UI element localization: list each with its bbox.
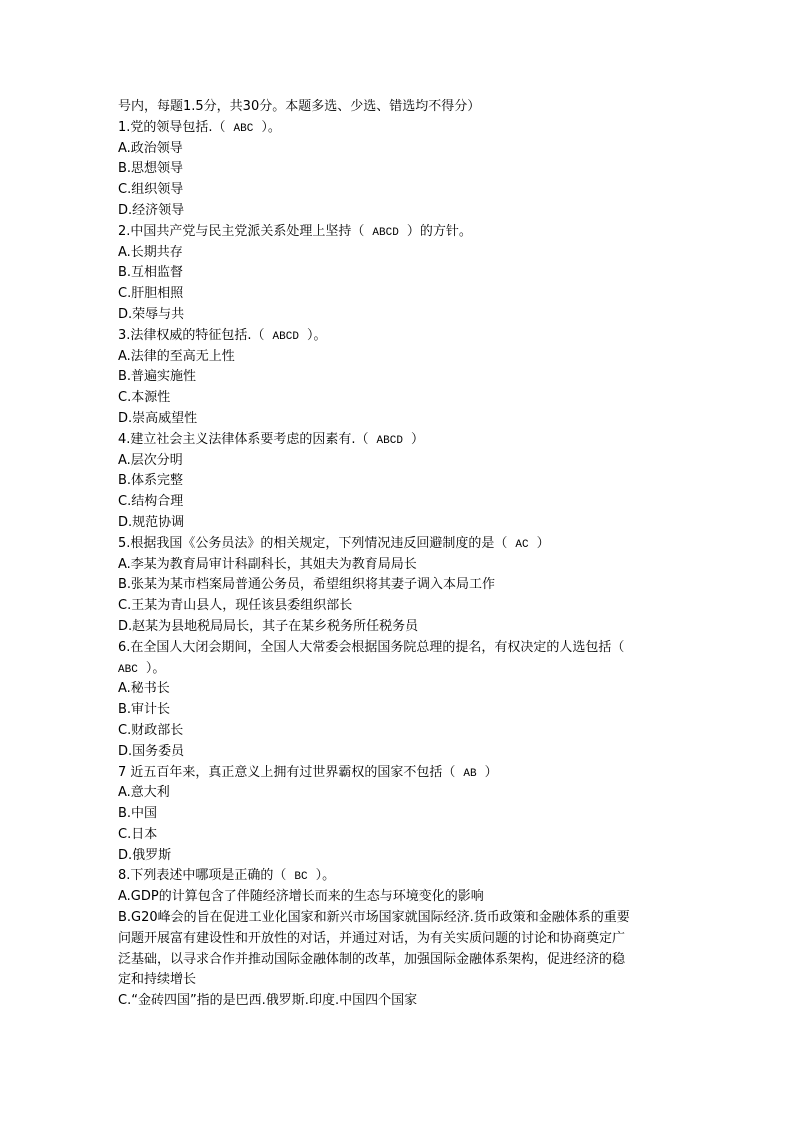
question-stem: 1.党的领导包括.（ — [118, 119, 226, 135]
option-a: A.法律的至高无上性 — [118, 348, 235, 364]
answer-text: ABC — [118, 663, 138, 676]
question-8 — [118, 866, 678, 887]
question-5 — [118, 534, 678, 555]
question-stem-end: ）。 — [306, 327, 327, 343]
question-stem-end: ）。 — [315, 868, 336, 884]
option-a: A.意大利 — [118, 785, 170, 801]
option-d: D.俄罗斯 — [118, 847, 172, 863]
answer-text: ABCD — [272, 330, 299, 343]
option-c: C.王某为青山县人，现任该县委组织部长 — [118, 598, 353, 614]
question-stem-end: ）的方针。 — [406, 223, 472, 239]
option-c: C.日本 — [118, 826, 158, 842]
question-stem-end: ）。 — [145, 660, 166, 676]
option-b: B.审计长 — [118, 702, 171, 718]
option-a: A.政治领导 — [118, 140, 183, 156]
option-a: A.李某为教育局审计科副科长，其姐夫为教育局局长 — [118, 556, 417, 572]
option-a: A.秘书长 — [118, 681, 170, 697]
question-stem-end: ） — [536, 535, 550, 551]
option-b-line-4: 定和持续增长 — [118, 972, 197, 988]
option-d: D.崇高威望性 — [118, 410, 198, 426]
option-b: B.普遍实施性 — [118, 369, 197, 385]
answer-text: ABCD — [372, 226, 399, 239]
answer-text: AC — [515, 538, 529, 551]
answer-text: AB — [463, 767, 477, 780]
option-b-line-3: 泛基础，以寻求合作并推动国际金融体制的改革，加强国际金融体系架构，促进经济的稳 — [118, 951, 626, 967]
question-7 — [118, 763, 678, 784]
question-stem: 8.下列表述中哪项是正确的（ — [118, 868, 287, 884]
question-stem: 4.建立社会主义法律体系要考虑的因素有.（ — [118, 431, 369, 447]
option-b: B.互相监督 — [118, 265, 184, 281]
option-b: B.思想领导 — [118, 161, 184, 177]
option-a: A.层次分明 — [118, 452, 183, 468]
option-b-line-1: B.G20峰会的旨在促进工业化国家和新兴市场国家就国际经济.货币政策和金融体系的重要 — [118, 910, 630, 926]
question-1 — [118, 118, 678, 139]
option-d: D.经济领导 — [118, 202, 185, 218]
option-a: A.GDP的计算包含了伴随经济增长而来的生态与环境变化的影响 — [118, 889, 484, 905]
document-page — [118, 97, 678, 1012]
option-b: B.中国 — [118, 806, 158, 822]
option-a: A.长期共存 — [118, 244, 183, 260]
answer-text: ABC — [233, 122, 254, 135]
question-6-continued — [118, 659, 678, 680]
question-stem: 7 近五百年来，真正意义上拥有过世界霸权的国家不包括（ — [118, 764, 456, 780]
option-c: C.本源性 — [118, 390, 171, 406]
question-2 — [118, 222, 678, 243]
option-c: C.财政部长 — [118, 722, 184, 738]
option-b-line-2: 问题开展富有建设性和开放性的对话，并通过对话，为有关实质问题的讨论和协商奠定广 — [118, 930, 626, 946]
question-stem-end: ） — [484, 764, 498, 780]
option-d: D.荣辱与共 — [118, 306, 185, 322]
option-b: B.张某为某市档案局普通公务员，希望组织将其妻子调入本局工作 — [118, 577, 496, 593]
question-4 — [118, 430, 678, 451]
section-instructions: 号内，每题1.5分，共30分。本题多选、少选、错选均不得分） — [118, 99, 481, 114]
option-c: C.肝胆相照 — [118, 286, 184, 302]
question-3 — [118, 326, 678, 347]
option-c: C.“金砖四国”指的是巴西.俄罗斯.印度.中国四个国家 — [118, 993, 418, 1009]
question-stem: 2.中国共产党与民主党派关系处理上坚持（ — [118, 223, 365, 239]
question-stem: 5.根据我国《公务员法》的相关规定，下列情况违反回避制度的是（ — [118, 535, 508, 551]
answer-text: BC — [294, 871, 308, 884]
option-d: D.规范协调 — [118, 514, 185, 530]
option-b: B.体系完整 — [118, 473, 184, 489]
option-c: C.结构合理 — [118, 494, 184, 510]
option-c: C.组织领导 — [118, 182, 184, 198]
question-stem: 3.法律权威的特征包括.（ — [118, 327, 265, 343]
question-stem-end: ） — [410, 431, 424, 447]
option-d: D.赵某为县地税局局长，其子在某乡税务所任税务员 — [118, 618, 419, 634]
question-stem-end: ）。 — [261, 119, 281, 135]
question-6: 6.在全国人大闭会期间，全国人大常委会根据国务院总理的提名，有权决定的人选包括（ — [118, 639, 625, 655]
answer-text: ABCD — [376, 434, 403, 447]
option-d: D.国务委员 — [118, 743, 185, 759]
